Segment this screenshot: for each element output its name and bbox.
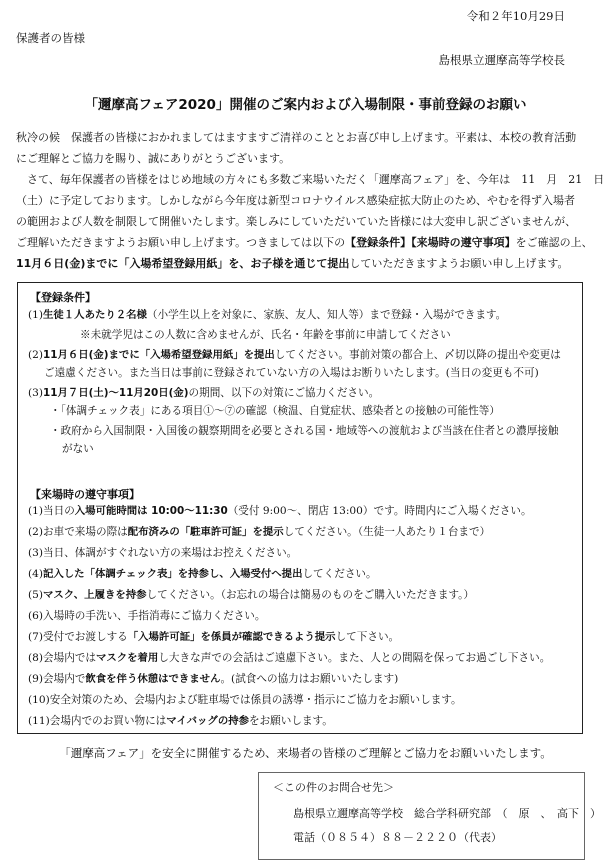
intro-line: （土）に予定しております。しかしながら今年度は新型コロナウイルス感染症拡大防止のため、やむを得ず入場者 — [16, 194, 576, 207]
item-text: 受付でお渡しする — [43, 631, 128, 643]
registration-sub-item: ・「体調チェック表」にある項目①～⑦の確認（検温、自覚症状、感染者との接触の可能性等） — [50, 405, 500, 417]
intro-line: 秋冷の候 保護者の皆様におかれましてはますますご清祥のこととお喜び申し上げます。平素は、本校の教育活動 — [16, 131, 577, 144]
registration-item-cont: ご遠慮ください。また当日は事前に登録されていない方の入場はお断りいたします。(当日の変更も不可) — [44, 367, 539, 379]
registration-sub-item: ・政府から入国制限・入国後の観察期間を必要とされる国・地域等への渡航および当該在住者との濃厚接触 — [50, 425, 559, 437]
rule-item — [28, 692, 462, 708]
item-text: お車で来場の際は — [43, 526, 128, 538]
item-number: (11) — [28, 715, 50, 727]
item-number: (3) — [28, 387, 44, 399]
item-text: し大きな声での会話はご遠慮下さい。また、人との間隔を保ってお過ごし下さい。 — [158, 652, 551, 664]
item-text: 。(試食への協力はお願いいたします) — [220, 673, 399, 685]
item-text: 安全対策のため、会場内および駐車場では係員の誘導・指示にご協力をお願いします。 — [49, 694, 462, 706]
item-number: (6) — [28, 610, 44, 622]
registration-sub-item-cont: がない — [62, 443, 94, 455]
item-text: して下さい。 — [335, 631, 400, 643]
item-number: (10) — [28, 694, 50, 706]
closing-statement: 「邇摩高フェア」を安全に開催するため、来場者の皆様のご理解とご協力をお願いいたします。 — [59, 746, 552, 760]
intro-text: していただきますようお願い申し上げます。 — [349, 257, 569, 270]
intro-paragraph — [16, 127, 605, 274]
intro-emphasis: 【登録条件】【来場時の遵守事項】 — [345, 236, 516, 249]
rule-item — [28, 650, 550, 666]
item-text: の期間、以下の対策にご協力ください。 — [188, 387, 380, 399]
registration-item — [28, 307, 506, 323]
intro-line — [16, 232, 596, 253]
item-number: (1) — [28, 505, 44, 517]
document-title: 「邇摩高フェア2020」開催のご案内および入場制限・事前登録のお願い — [84, 97, 527, 113]
item-text: 会場内では — [43, 652, 96, 664]
item-emphasis: 11月７日(土)～11月20日(金) — [43, 387, 189, 399]
item-text: をお願いします。 — [249, 715, 333, 727]
item-emphasis: 「入場許可証」を係員が確認できるよう提示 — [127, 631, 336, 643]
item-text: 会場内で — [43, 673, 86, 685]
registration-heading: 【登録条件】 — [30, 291, 96, 304]
item-text: してください。（お忘れの場合は簡易のものをご購入いただきます。） — [146, 589, 475, 601]
intro-text: ご理解いただきますようお願い申し上げます。つきましては以下の — [16, 236, 346, 249]
item-emphasis: 入場可能時間は 10:00～11:30 — [74, 505, 228, 517]
rule-item — [28, 608, 265, 624]
rule-item — [28, 629, 399, 645]
item-text: （小学生以上を対象に、家族、友人、知人等）まで登録・入場ができます。 — [146, 309, 507, 321]
item-number: (8) — [28, 652, 44, 664]
item-text: 当日の — [43, 505, 75, 517]
rule-item — [28, 566, 377, 582]
item-text: してください。 — [302, 568, 377, 580]
item-number: (2) — [28, 349, 44, 361]
intro-line: の範囲および人数を制限して開催いたします。楽しみにしていただいていた皆様には大変申し訳ございませんが、 — [16, 215, 577, 228]
sender: 島根県立邇摩高等学校長 — [438, 53, 565, 67]
rule-item — [28, 713, 333, 729]
item-number: (2) — [28, 526, 44, 538]
intro-text: をご確認の上、 — [515, 236, 593, 249]
rule-item — [28, 503, 532, 519]
rule-item — [28, 524, 490, 540]
item-text: してください。（生徒一人あたり１台まで） — [283, 526, 491, 538]
item-number: (1) — [28, 309, 44, 321]
item-emphasis: 配布済みの「駐車許可証」を提示 — [127, 526, 284, 538]
contact-organization: 島根県立邇摩高等学校 総合学科研究部 （ 原 、 高下 ） — [293, 807, 601, 820]
item-emphasis: マスクを着用 — [95, 652, 159, 664]
item-number: (5) — [28, 589, 44, 601]
item-text: （受付 9:00～、閉店 13:00）です。時間内にご入場ください。 — [227, 505, 532, 517]
intro-line: にご理解とご協力を賜り、誠にありがとうございます。 — [16, 152, 291, 165]
item-emphasis: 生徒１人あたり２名様 — [43, 309, 147, 321]
contact-phone: 電話（０８５４）８８－２２２０（代表） — [293, 831, 502, 844]
item-emphasis: 飲食を伴う休憩はできません — [85, 673, 221, 685]
rule-item — [28, 671, 398, 687]
registration-item — [28, 347, 561, 363]
conditions-box — [17, 282, 583, 734]
item-number: (7) — [28, 631, 44, 643]
registration-item — [28, 385, 379, 401]
contact-box — [258, 772, 601, 860]
intro-emphasis: 11月６日(金)までに「入場希望登録用紙」を、お子様を通じて提出 — [16, 257, 350, 270]
contact-heading: ＜この件のお問合せ先＞ — [273, 781, 394, 794]
rule-item — [28, 545, 297, 561]
intro-line — [16, 253, 596, 274]
registration-note: ※未就学児はこの人数に含めませんが、氏名・年齢を事前に申請してください — [80, 329, 451, 341]
item-text: 会場内でのお買い物には — [49, 715, 167, 727]
item-text: してください。事前対策の都合上、〆切以降の提出や変更は — [274, 349, 561, 361]
item-emphasis: 記入した「体調チェック表」を持参し、入場受付へ提出 — [43, 568, 303, 580]
item-number: (3) — [28, 547, 44, 559]
item-emphasis: マスク、上履きを持参 — [43, 589, 147, 601]
item-emphasis: 11月６日(金)までに「入場希望登録用紙」を提出 — [43, 349, 275, 361]
recipient: 保護者の皆様 — [16, 31, 85, 45]
item-number: (4) — [28, 568, 44, 580]
rules-heading: 【来場時の遵守事項】 — [30, 488, 140, 501]
intro-line: さて、毎年保護者の皆様をはじめ地域の方々にも多数ご来場いただく「邇摩高フェア」を、今年は 11 月 21 日 — [16, 173, 605, 186]
item-number: (9) — [28, 673, 44, 685]
item-text: 当日、体調がすぐれない方の来場はお控えください。 — [43, 547, 298, 559]
document-date: 令和２年10月29日 — [466, 9, 565, 23]
item-text: 入場時の手洗い、手指消毒にご協力ください。 — [43, 610, 266, 622]
item-emphasis: マイバッグの持参 — [166, 715, 249, 727]
rule-item — [28, 587, 474, 603]
